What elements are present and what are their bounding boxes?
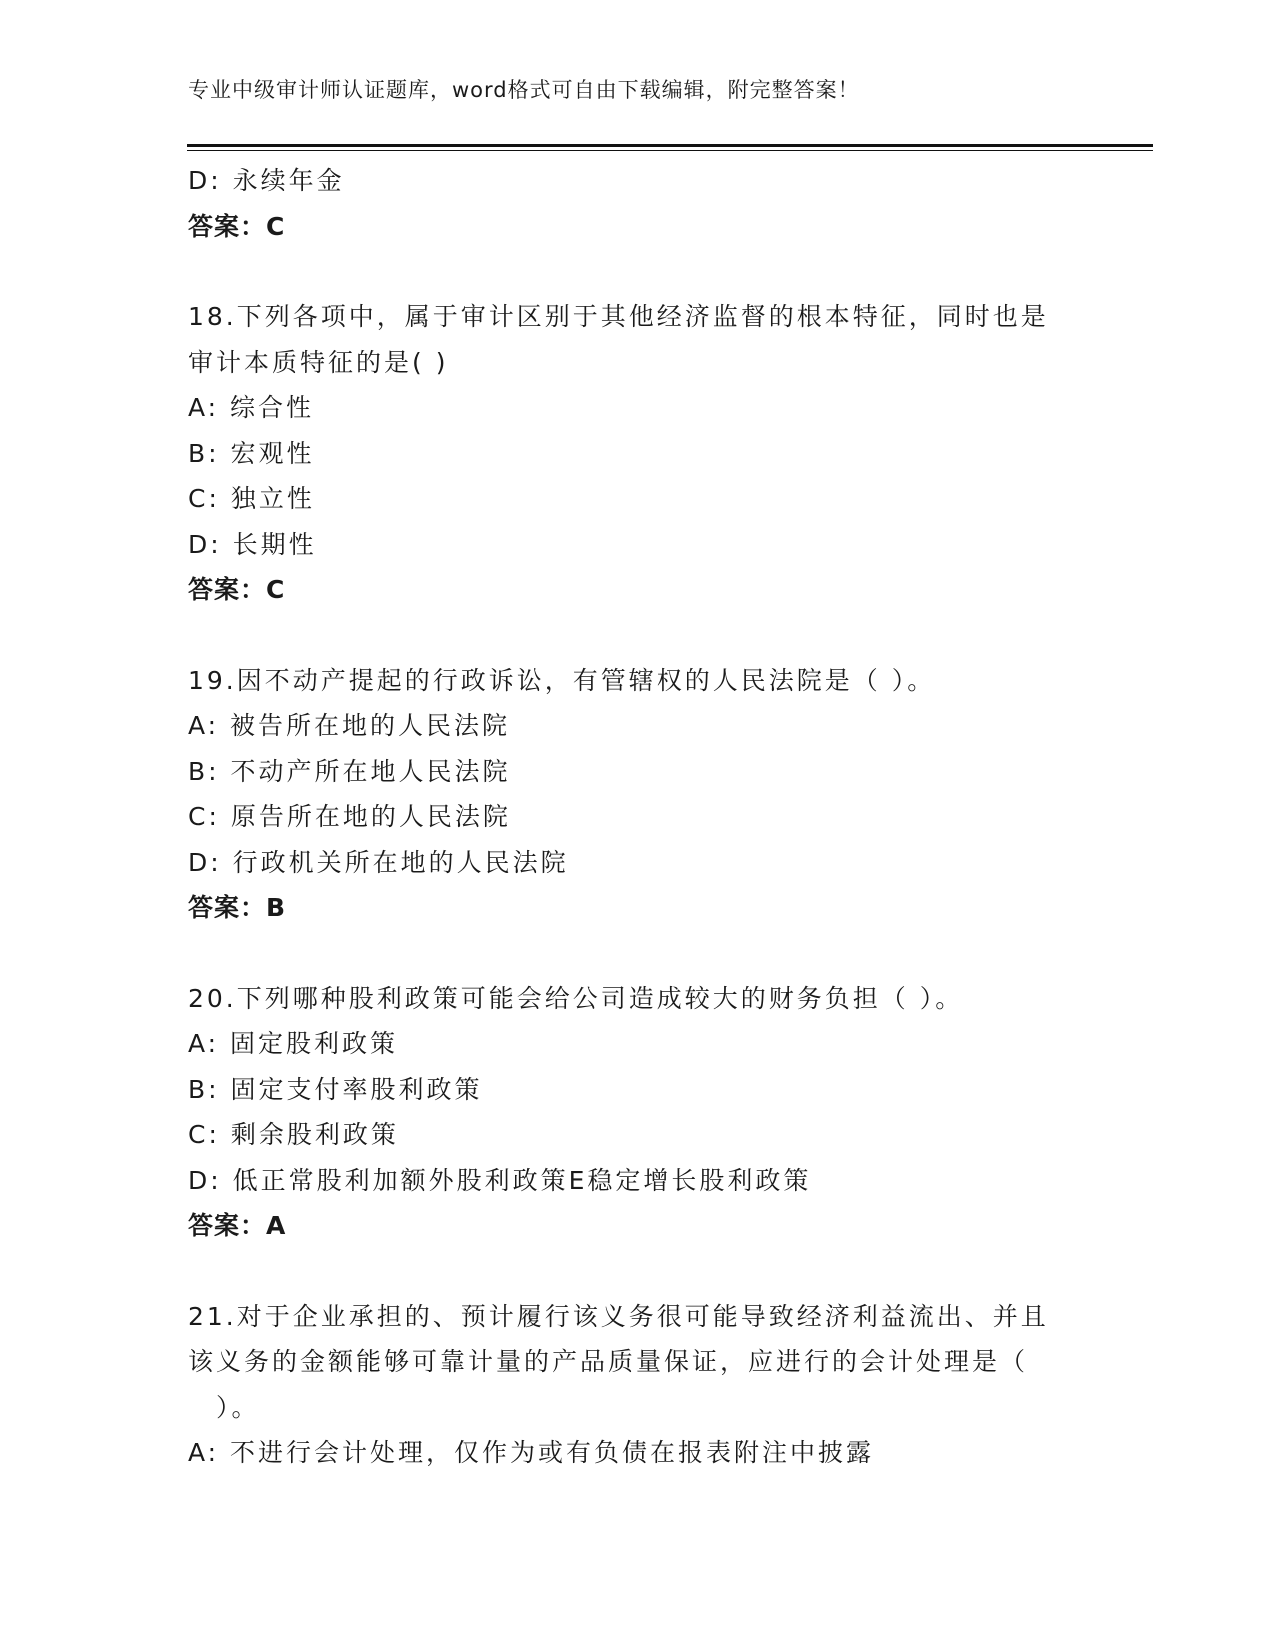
question-20	[188, 976, 1108, 1249]
question-21	[188, 1294, 1108, 1476]
header-rule-thin	[187, 150, 1153, 151]
document-header: 专业中级审计师认证题库，word格式可自由下载编辑，附完整答案！	[188, 78, 860, 102]
answer-line: 答案：B	[188, 893, 287, 922]
answer-line: 答案：A	[188, 1211, 287, 1240]
option-a: A: 固定股利政策	[188, 1029, 399, 1058]
answer-line: 答案：C	[188, 211, 286, 241]
answer-line: 答案：C	[188, 575, 286, 604]
spacer	[188, 249, 1108, 294]
option-a: A: 综合性	[188, 393, 315, 422]
question-17-tail	[188, 158, 1108, 249]
question-18	[188, 294, 1108, 613]
option-c: C: 独立性	[188, 484, 315, 513]
option-b: B: 固定支付率股利政策	[188, 1074, 483, 1104]
question-stem: 20.下列哪种股利政策可能会给公司造成较大的财务负担（ ）。	[188, 983, 964, 1013]
question-content	[188, 158, 1108, 1476]
question-stem-continued: ）。	[216, 1392, 260, 1422]
question-stem-continued: 该义务的金额能够可靠计量的产品质量保证，应进行的会计处理是（	[188, 1347, 1029, 1376]
question-stem: 21.对于企业承担的、预计履行该义务很可能导致经济利益流出、并且	[188, 1301, 1049, 1331]
option-a: A: 被告所在地的人民法院	[188, 711, 511, 740]
question-stem-continued: 审计本质特征的是( )	[188, 347, 449, 377]
spacer	[188, 613, 1108, 658]
option-c: C: 原告所在地的人民法院	[188, 802, 511, 831]
question-19	[188, 658, 1108, 931]
option-b: B: 不动产所在地人民法院	[188, 756, 511, 786]
option-c: C: 剩余股利政策	[188, 1120, 399, 1149]
option-d: D: 长期性	[188, 529, 317, 559]
option-a: A: 不进行会计处理，仅作为或有负债在报表附注中披露	[188, 1438, 875, 1467]
spacer	[188, 931, 1108, 976]
option-d: D: 永续年金	[188, 166, 345, 195]
header-rule-thick	[187, 144, 1153, 147]
option-d: D: 行政机关所在地的人民法院	[188, 847, 569, 877]
spacer	[188, 1249, 1108, 1294]
question-stem: 18.下列各项中，属于审计区别于其他经济监督的根本特征，同时也是	[188, 302, 1049, 331]
option-b: B: 宏观性	[188, 438, 315, 468]
option-d: D: 低正常股利加额外股利政策E稳定增长股利政策	[188, 1165, 812, 1195]
question-stem: 19.因不动产提起的行政诉讼，有管辖权的人民法院是（ ）。	[188, 665, 936, 695]
